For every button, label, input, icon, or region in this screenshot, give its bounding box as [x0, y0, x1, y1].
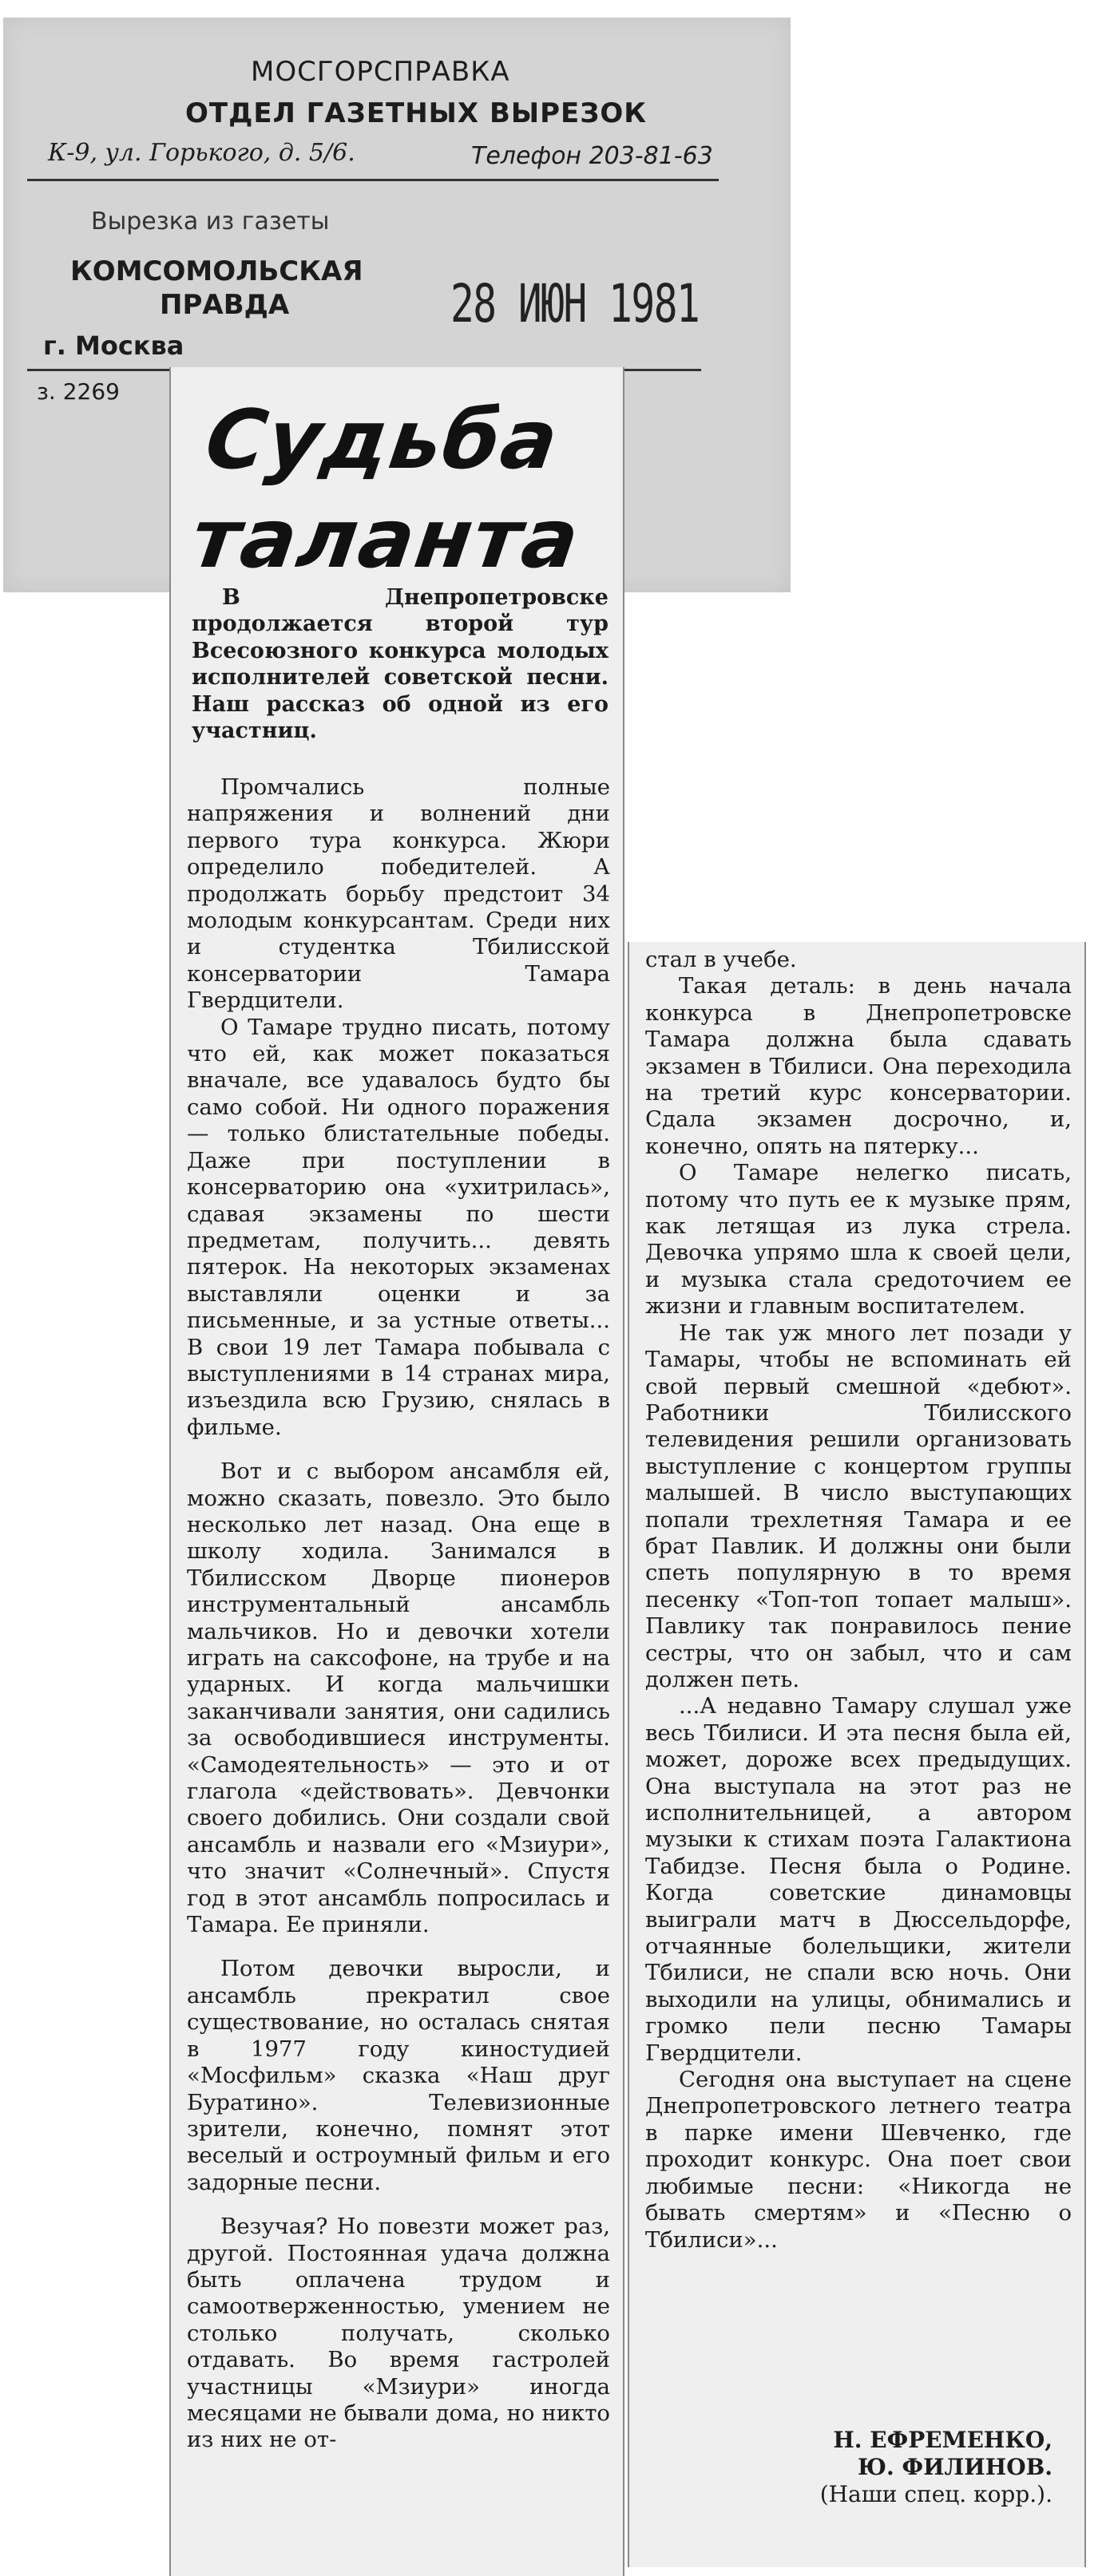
city-label: г. Москва [43, 330, 184, 361]
article-lead: В Днепропетровске продолжается второй тур Всесоюзного конкурса молодых исполнителей советской песни. Наш рассказ об одной из его участниц. [192, 585, 608, 744]
agency-name: МОСГОРСПРАВКА [251, 56, 510, 88]
order-number: з. 2269 [37, 378, 120, 405]
paragraph: Вот и с выбором ансамбля ей, можно сказать, повезло. Это было несколько лет назад. Она еще в школу ходила. Занимался в Тбилисском Дворце пионеров инструментальный ансамбль мальчиков. Но и девочки хотели играть на саксофоне, на трубе и на ударных. И когда мальчишки заканчивали занятия, они садились за освободившиеся инструменты. «Самодеятельность» — это и от глагола «действовать». Девчонки своего добились. Они создали свой ансамбль и назвали его «Мзиури», что значит «Солнечный». Спустя год в этот ансамбль попросилась и Тамара. Ее приняли. [187, 1458, 610, 1938]
paragraph: ...А недавно Тамару слушал уже весь Тбилиси. И эта песня была ей, может, дороже всех предыдущих. Она выступала на этот раз не исполнительницей, а автором музыки к стихам поэта Галактиона Табидзе. Песня была о Родине. Когда советские динамовцы выиграли матч в Дюссельдорфе, отчаянные болельщики, жители Тбилиси, не спали всю ночь. Они выходили на улицы, обнимались и громко пели песню Тамары Гвердцители. [645, 1693, 1072, 2066]
newspaper-name-line2: ПРАВДА [160, 289, 290, 321]
author-name: Ю. ФИЛИНОВ. [857, 2454, 1052, 2480]
paragraph: О Тамаре трудно писать, потому что ей, как может показаться вначале, все удавалось будто бы само собой. Ни одного поражения — только блистательные победы. Даже при поступлении в консерваторию она «ухитрилась», сдавая экзамены по шести предметам, получить... девять пятерок. На некоторых экзаменах выставляли оценки и за письменные, и за устные ответы... В свои 19 лет Тамара побывала с выступлениями в 14 странах мира, изъездила всю Грузию, снялась в фильме. [187, 1014, 610, 1440]
label-divider [27, 179, 719, 181]
author-name: Н. ЕФРЕМЕНКО, [833, 2427, 1052, 2453]
article-signature [820, 2427, 1052, 2508]
paragraph: Сегодня она выступает на сцене Днепропетровского летнего театра в парке имени Шевченко, где проходит конкурс. Она поет свои любимые песни: «Никогда не бывать смертям» и «Песню о Тбилиси»... [645, 2067, 1072, 2253]
column-1-body [187, 774, 610, 2454]
paragraph: О Тамаре нелегко писать, потому что путь ее к музыке прям, как летящая из лука стрела. Девочка упрямо шла к своей цели, и музыка стала средоточием ее жизни и главным воспитателем. [645, 1160, 1072, 1320]
agency-phone: Телефон 203-81-63 [471, 142, 713, 170]
paragraph: Такая деталь: в день начала конкурса в Днепропетровске Тамара должна была сдавать экзамен в Тбилиси. Она переходила на третий курс консерватории. Сдала экзамен досрочно, и, конечно, опять на пятерку... [645, 973, 1072, 1159]
author-credit: (Наши спец. корр.). [819, 2481, 1052, 2507]
paragraph: Промчались полные напряжения и волнений дни первого тура конкурса. Жюри определило победителей. А продолжать борьбу предстоит 34 молодым конкурсантам. Среди них и студентка Тбилисской консерватории Тамара Гвердцители. [187, 774, 610, 1014]
headline-line-2: таланта [185, 492, 586, 587]
article-column-2 [628, 942, 1086, 2567]
article-headline [186, 391, 629, 589]
department-name: ОТДЕЛ ГАЗЕТНЫХ ВЫРЕЗОК [185, 97, 648, 129]
paragraph: Везучая? Но повезти может раз, другой. Постоянная удача должна быть оплачена трудом и самоотверженностью, умением не столько получать, сколько отдавать. Во время гастролей участницы «Мзиури» иногда месяцами не бывали дома, но никто из них не от- [187, 2214, 610, 2453]
article-column-1 [169, 367, 624, 2576]
column-2-body [645, 947, 1072, 2254]
agency-address: К-9, ул. Горького, д. 5/6. [48, 139, 355, 167]
headline-line-1: Судьба [200, 393, 565, 488]
paragraph: Не так уж много лет позади у Тамары, чтобы не вспоминать ей свой первый смешной «дебют». Работники Тбилисского телевидения решили организовать выступление с концертом группы малышей. В число выступающих попали трехлетняя Тамара и ее брат Павлик. И должны они были спеть популярную в то время песенку «Топ-топ топает малыш». Павлику так понравилось пение сестры, что он забыл, что и сам должен петь. [645, 1320, 1072, 1692]
paragraph: Потом девочки выросли, и ансамбль прекратил свое существование, но осталась снятая в 1977 году киностудией «Мосфильм» сказка «Наш друг Буратино». Телевизионные зрители, конечно, помнят этот веселый и остроумный фильм и его задорные песни. [187, 1956, 610, 2195]
clipping-from-label: Вырезка из газеты [91, 208, 330, 235]
newspaper-name-line1: КОМСОМОЛЬСКАЯ [70, 255, 363, 287]
paragraph: стал в учебе. [645, 947, 797, 972]
date-stamp: 28 ИЮН 1981 [450, 273, 700, 334]
